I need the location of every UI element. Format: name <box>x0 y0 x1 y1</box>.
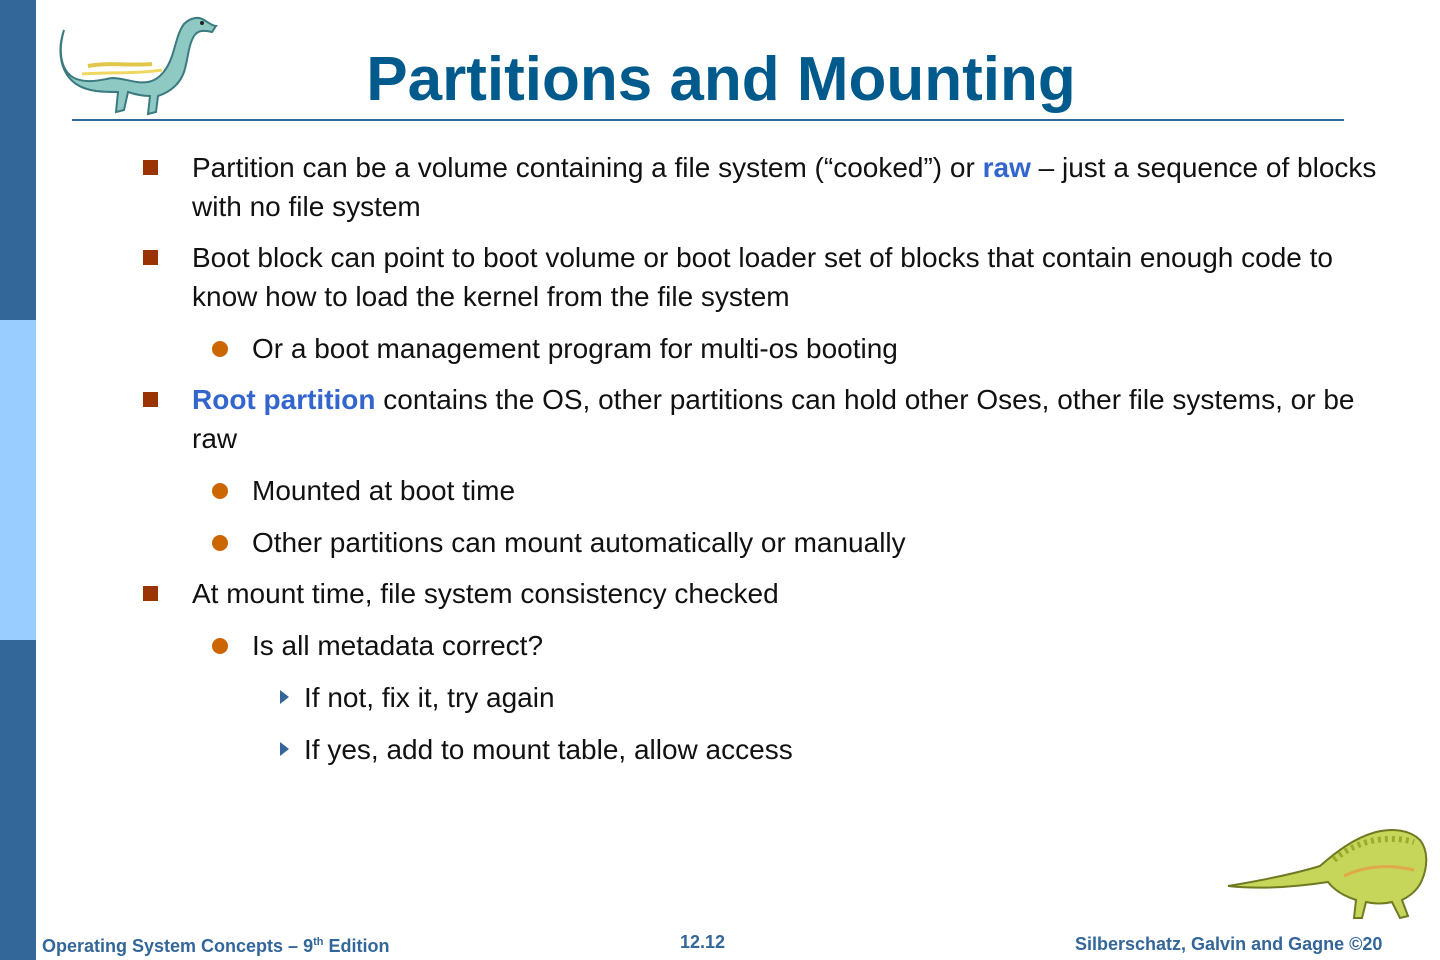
subbullet-other-partitions: Other partitions can mount automatically or manually <box>252 527 906 558</box>
bullet-text: – just a sequence of blocks with no file system <box>192 152 1377 222</box>
footer-copyright: Silberschatz, Galvin and Gagne ©20 <box>1075 934 1383 954</box>
round-bullet-icon <box>212 483 228 499</box>
bullet-text: contains the OS, other partitions can hold other Oses, other file systems, or be raw <box>192 384 1355 454</box>
bullet-boot-block: Boot block can point to boot volume or boot loader set of blocks that contain enough code to know how to load the kernel from the file system <box>192 242 1333 312</box>
square-bullet-icon <box>143 160 158 175</box>
highlight-root-partition: Root partition <box>192 384 376 415</box>
subsubbullet-if-yes: If yes, add to mount table, allow access <box>304 734 793 765</box>
square-bullet-icon <box>143 392 158 407</box>
subbullet-metadata: Is all metadata correct? <box>252 630 544 661</box>
square-bullet-icon <box>143 250 158 265</box>
bullet-partition <box>192 148 1392 226</box>
round-bullet-icon <box>212 638 228 654</box>
highlight-raw: raw <box>982 152 1031 183</box>
subsubbullet-if-not: If not, fix it, try again <box>304 682 555 713</box>
triangle-bullet-icon <box>280 690 289 704</box>
footer-edition-word: Edition <box>323 936 390 956</box>
footer-book-title <box>42 930 389 958</box>
bullet-mount-time: At mount time, file system consistency checked <box>192 578 779 609</box>
dinosaur-icon <box>1224 820 1432 930</box>
bullet-root-partition <box>192 380 1392 458</box>
square-bullet-icon <box>143 586 158 601</box>
round-bullet-icon <box>212 341 228 357</box>
slide-title: Partitions and Mounting <box>366 45 1076 114</box>
footer-title-text: Operating System Concepts – 9 <box>42 936 314 956</box>
footer-page-number: 12.12 <box>680 932 726 952</box>
subbullet-boot-management: Or a boot management program for multi-os booting <box>252 333 898 364</box>
round-bullet-icon <box>212 535 228 551</box>
footer-edition-suffix: th <box>313 936 324 948</box>
bullet-text: Partition can be a volume containing a file system (“cooked”) or <box>192 152 983 183</box>
triangle-bullet-icon <box>280 742 289 756</box>
subbullet-mounted-boot: Mounted at boot time <box>252 475 516 506</box>
